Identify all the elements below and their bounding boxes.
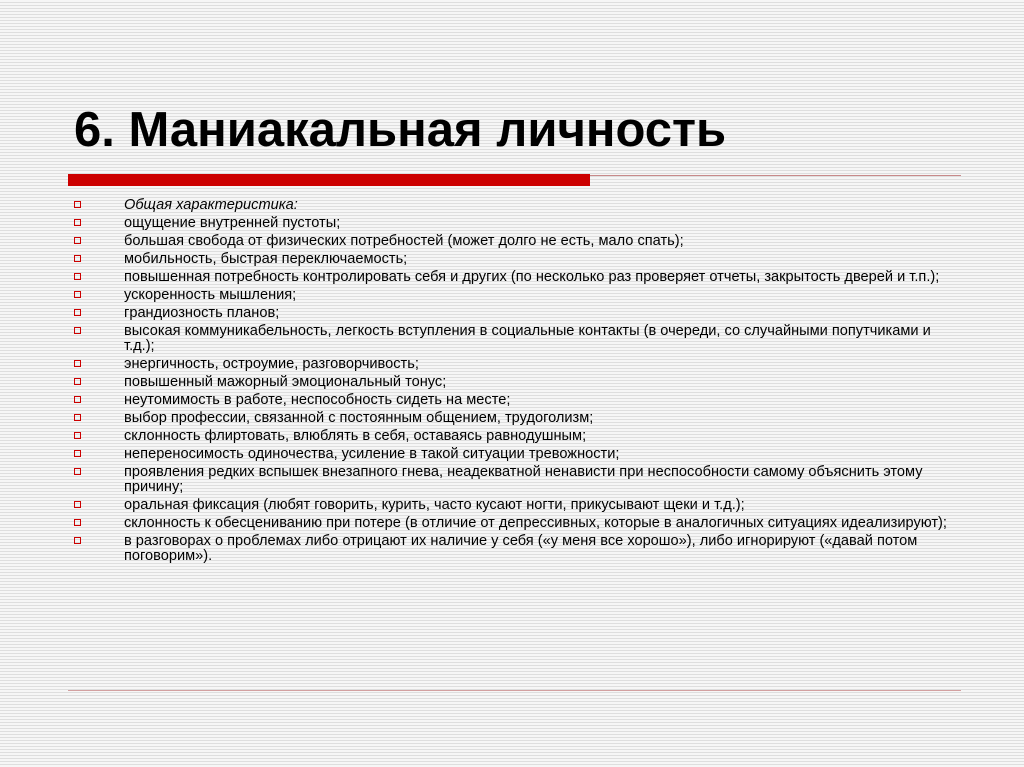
square-bullet-icon [74,396,81,403]
square-bullet-icon [74,360,81,367]
square-bullet-icon [74,237,81,244]
bullet-list [74,198,954,567]
square-bullet-icon [74,468,81,475]
bullet-text: ощущение внутренней пустоты; [124,215,341,231]
bullet-text: повышенная потребность контролировать себя и других (по несколько раз проверяет отчеты, закрытость дверей и т.п.); [124,269,940,285]
bullet-text: энергичность, остроумие, разговорчивость; [124,356,419,372]
list-item [74,234,954,249]
list-item [74,306,954,321]
square-bullet-icon [74,309,81,316]
list-item [74,216,954,231]
square-bullet-icon [74,450,81,457]
bullet-text: повышенный мажорный эмоциональный тонус; [124,374,447,390]
bullet-text: ускоренность мышления; [124,287,297,303]
bullet-text: высокая коммуникабельность, легкость вступления в социальные контакты (в очереди, со случайными попутчиками и т.д.); [124,323,931,354]
list-item [74,411,954,426]
square-bullet-icon [74,378,81,385]
list-item [74,516,954,531]
square-bullet-icon [74,219,81,226]
list-item [74,357,954,372]
bullet-text: склонность флиртовать, влюблять в себя, оставаясь равнодушным; [124,428,587,444]
title-accent-bar [68,174,590,186]
square-bullet-icon [74,519,81,526]
bullet-text: Общая характеристика: [124,197,298,213]
bullet-text: оральная фиксация (любят говорить, курить, часто кусают ногти, прикусывают щеки и т.д.); [124,497,745,513]
list-item [74,393,954,408]
bullet-text: мобильность, быстрая переключаемость; [124,251,408,267]
square-bullet-icon [74,201,81,208]
bullet-text: выбор профессии, связанной с постоянным общением, трудоголизм; [124,410,594,426]
bullet-text: проявления редких вспышек внезапного гнева, неадекватной ненависти при неспособности самому объяснить этому причину; [124,464,923,495]
square-bullet-icon [74,414,81,421]
bullet-text: грандиозность планов; [124,305,280,321]
list-item [74,534,954,564]
bullet-text: неутомимость в работе, неспособность сидеть на месте; [124,392,511,408]
list-item [74,447,954,462]
list-item [74,270,954,285]
list-item [74,288,954,303]
list-item [74,198,954,213]
bullet-text: непереносимость одиночества, усиление в такой ситуации тревожности; [124,446,620,462]
list-item [74,498,954,513]
square-bullet-icon [74,432,81,439]
footer-divider [68,690,961,691]
slide-title: 6. Маниакальная личность [74,103,727,157]
list-item [74,324,954,354]
list-item [74,252,954,267]
bullet-text: в разговорах о проблемах либо отрицают их наличие у себя («у меня все хорошо»), либо игнорируют («давай потом поговорим»). [124,533,918,564]
list-item [74,429,954,444]
square-bullet-icon [74,255,81,262]
square-bullet-icon [74,501,81,508]
square-bullet-icon [74,291,81,298]
bullet-text: большая свобода от физических потребностей (может долго не есть, мало спать); [124,233,684,249]
list-item [74,375,954,390]
list-item [74,465,954,495]
square-bullet-icon [74,537,81,544]
bullet-text: склонность к обесцениванию при потере (в отличие от депрессивных, которые в аналогичных ситуациях идеализируют); [124,515,947,531]
square-bullet-icon [74,273,81,280]
square-bullet-icon [74,327,81,334]
